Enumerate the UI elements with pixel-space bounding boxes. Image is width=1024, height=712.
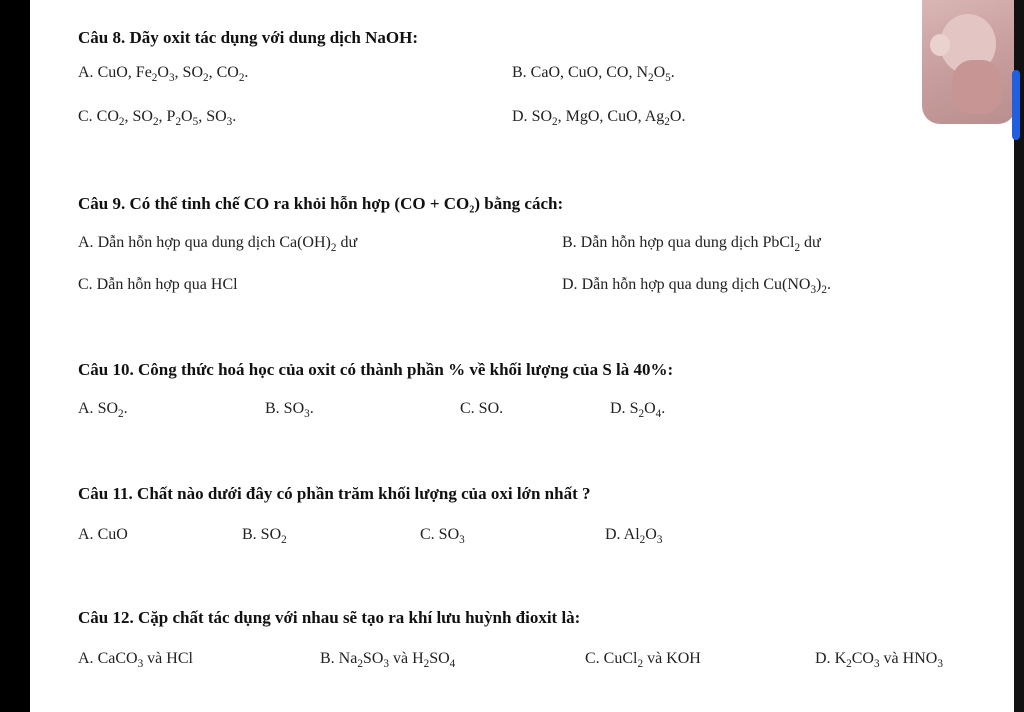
question-12-title: Câu 12. Cặp chất tác dụng với nhau sẽ tạo ra khí lưu huỳnh đioxit là:: [78, 608, 581, 627]
option-text: Dẫn hỗn hợp qua dung dịch $Ca(OH)_2$ dư: [97, 234, 358, 255]
q9-option-c: [78, 276, 238, 294]
option-text: CuO: [97, 526, 128, 543]
option-text: SO.: [478, 400, 504, 417]
option-label: B.: [320, 650, 339, 667]
option-text: $CO_2$, $SO_2$, $P_2O_5$, $SO_3$.: [96, 108, 237, 129]
option-text: $SO_2$, MgO, CuO, $Ag_2O$.: [531, 108, 686, 129]
option-text: $SO_3$: [438, 526, 465, 547]
q12-option-a: [78, 650, 193, 671]
option-text: CuO, $Fe_2O_3$, $SO_2$, $CO_2$.: [97, 64, 249, 85]
option-label: C.: [78, 108, 97, 125]
option-text: $Na_2SO_3$ và $H_2SO_4$: [338, 650, 456, 671]
q8-option-d: [512, 108, 686, 129]
option-label: D.: [512, 108, 532, 125]
option-label: D.: [562, 276, 582, 293]
q9-option-a: [78, 234, 358, 255]
q8-option-a: [78, 64, 249, 85]
q12-option-b: [320, 650, 456, 671]
option-label: D.: [815, 650, 835, 667]
option-label: C.: [460, 400, 479, 417]
q11-option-d: [605, 526, 663, 547]
option-text: $K_2CO_3$ và $HNO_3$: [834, 650, 943, 671]
q12-option-d: [815, 650, 943, 671]
option-label: D.: [605, 526, 624, 543]
q11-option-b: [242, 526, 287, 547]
q12-option-c: [585, 650, 701, 671]
option-label: B.: [512, 64, 531, 81]
question-11-title: Câu 11. Chất nào dưới đây có phần trăm khối lượng của oxi lớn nhất ?: [78, 484, 591, 503]
q11-option-a: [78, 526, 128, 544]
option-label: B.: [562, 234, 581, 251]
q10-option-c: [460, 400, 503, 418]
option-text: Dẫn hỗn hợp qua HCl: [96, 276, 238, 293]
option-text: Dẫn hỗn hợp qua dung dịch PbCl$_2$ dư: [580, 234, 821, 255]
option-label: D.: [610, 400, 630, 417]
option-label: B.: [265, 400, 284, 417]
q10-option-b: [265, 400, 314, 421]
option-text: $S_2O_4$.: [629, 400, 666, 421]
q8-option-b: [512, 64, 675, 85]
option-label: A.: [78, 64, 98, 81]
option-text: $SO_2$: [260, 526, 287, 547]
q9-option-d: [562, 276, 831, 297]
option-text: CaCO$_3$ và HCl: [97, 650, 193, 671]
option-text: Dẫn hỗn hợp qua dung dịch $Cu(NO_3)_2$.: [581, 276, 831, 297]
option-text: CuCl$_2$ và KOH: [603, 650, 701, 671]
option-label: B.: [242, 526, 261, 543]
option-label: C.: [585, 650, 604, 667]
q10-option-a: [78, 400, 128, 421]
thumbnail-shape: [952, 60, 1002, 114]
option-text: CaO, CuO, CO, $N_2O_5$.: [530, 64, 675, 85]
question-10-title: Câu 10. Công thức hoá học của oxit có thành phần % về khối lượng của S là 40%:: [78, 360, 674, 379]
thumbnail-shape: [930, 34, 950, 56]
q9-option-b: [562, 234, 821, 255]
option-text: $SO_3$.: [283, 400, 314, 421]
video-call-thumbnail[interactable]: [922, 0, 1016, 124]
option-label: A.: [78, 526, 98, 543]
option-label: A.: [78, 650, 98, 667]
option-label: A.: [78, 400, 98, 417]
option-label: C.: [420, 526, 439, 543]
option-label: C.: [78, 276, 97, 293]
side-handle[interactable]: [1012, 70, 1020, 140]
q10-option-d: [610, 400, 666, 421]
document-page: [30, 0, 1014, 712]
q11-option-c: [420, 526, 465, 547]
option-text: $SO_2$.: [97, 400, 128, 421]
q8-option-c: [78, 108, 237, 129]
option-label: A.: [78, 234, 98, 251]
question-9-title: Câu 9. Có thể tinh chế CO ra khỏi hỗn hợp (CO + CO₂) bằng cách:: [78, 194, 564, 213]
question-8-title: Câu 8. Dãy oxit tác dụng với dung dịch NaOH:: [78, 28, 419, 47]
option-text: $Al_2O_3$: [623, 526, 663, 547]
